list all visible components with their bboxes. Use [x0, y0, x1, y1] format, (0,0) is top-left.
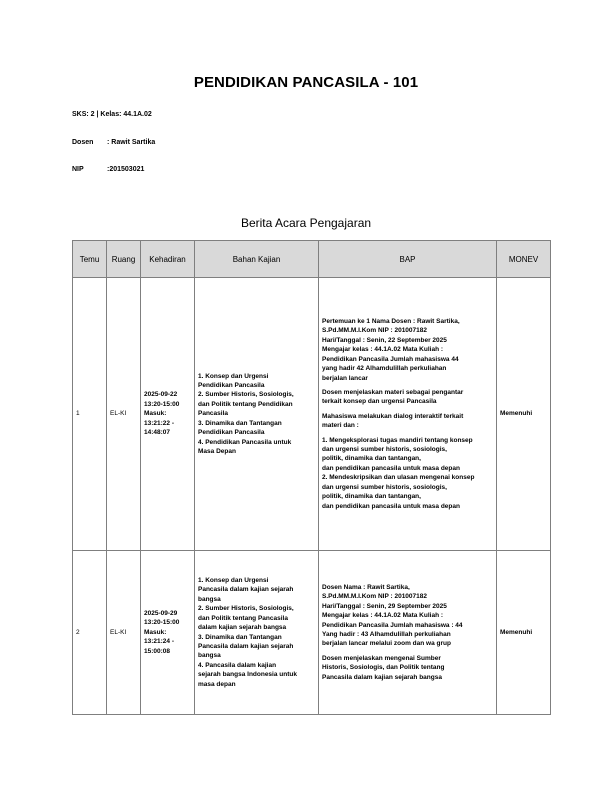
cell-kehadiran: 2025-09-22 13:20-15:00 Masuk: 13:21:22 - 14:48:07 — [141, 278, 195, 551]
bap-paragraph: Dosen Nama : Rawit Sartika, S.Pd.MM.M.I.Kom NIP : 201007182 Hari/Tanggal : Senin, 29 September 2025 Mengajar kelas : 44.1A.02 Mata Kuliah : Pendidikan Pancasila Jumlah mahasiswa : 44 Yang hadir : 43 Alhamdulillah perkuliahan berjalan lancar melalui zoom dan wa grup — [322, 583, 463, 648]
header-monev: MONEV — [497, 241, 551, 278]
bap-paragraph: Dosen menjelaskan mengenai Sumber Historis, Sosiologis, dan Politik tentang Pancasila dalam kajian sejarah bangsa — [322, 654, 445, 681]
header-ruang: Ruang — [107, 241, 141, 278]
cell-monev: Memenuhi — [497, 551, 551, 715]
section-title: Berita Acara Pengajaran — [240, 216, 372, 230]
nip-label: NIP — [72, 166, 84, 173]
dosen-label: Dosen — [72, 139, 94, 146]
sks-kelas-line: SKS: 2 | Kelas: 44.1A.02 — [72, 111, 152, 118]
cell-ruang: EL-KI — [107, 278, 141, 551]
bap-paragraph: Pertemuan ke 1 Nama Dosen : Rawit Sartika, S.Pd.MM.M.I.Kom NIP : 201007182 Hari/Tanggal : Senin, 22 September 2025 Mengajar kelas : 44.1A.02 Mata Kuliah : Pendidikan Pancasila Jumlah mahasiswa 44 yang hadir 42 Alhamdulillah perkuliahan berjalan lancar — [322, 317, 460, 382]
header-bap: BAP — [319, 241, 497, 278]
cell-kehadiran: 2025-09-29 13:20-15:00 Masuk: 13:21:24 - 15:00:08 — [141, 551, 195, 715]
cell-bahan-kajian: 1. Konsep dan Urgensi Pendidikan Pancasila 2. Sumber Historis, Sosiologis, dan Politik tentang Pendidikan Pancasila 3. Dinamika dan Tantangan Pendidikan Pancasila 4. Pendidikan Pancasila untuk Masa Depan — [195, 278, 319, 551]
header-bahan-kajian: Bahan Kajian — [195, 241, 319, 278]
header-temu: Temu — [73, 241, 107, 278]
dosen-value: : Rawit Sartika — [107, 139, 156, 146]
header-kehadiran: Kehadiran — [141, 241, 195, 278]
table-row — [73, 551, 551, 715]
page-title: PENDIDIKAN PANCASILA - 101 — [193, 74, 419, 91]
dosen-line — [72, 139, 155, 146]
cell-temu: 2 — [73, 551, 107, 715]
cell-monev: Memenuhi — [497, 278, 551, 551]
nip-value: :201503021 — [107, 166, 145, 173]
nip-line — [72, 166, 144, 173]
table-header-row — [73, 241, 551, 278]
cell-bap — [319, 278, 497, 551]
cell-bahan-kajian: 1. Konsep dan Urgensi Pancasila dalam kajian sejarah bangsa 2. Sumber Historis, Sosiologis, dan Politik tentang Pancasila dalam kajian sejarah bangsa 3. Dinamika dan Tantangan Pancasila dalam kajian sejarah bangsa 4. Pancasila dalam kajian sejarah bangsa Indonesia untuk masa depan — [195, 551, 319, 715]
bap-table — [72, 240, 551, 715]
bap-paragraph: Dosen menjelaskan materi sebagai pengantar terkait konsep dan urgensi Pancasila — [322, 388, 464, 406]
cell-temu: 1 — [73, 278, 107, 551]
cell-ruang: EL-KI — [107, 551, 141, 715]
table-row — [73, 278, 551, 551]
cell-bap — [319, 551, 497, 715]
bap-paragraph: Mahasiswa melakukan dialog interaktif terkait materi dan : — [322, 412, 464, 430]
bap-paragraph: 1. Mengeksplorasi tugas mandiri tentang konsep dan urgensi sumber historis, sosiologis, politik, dinamika dan tantangan, dan pendidikan pancasila untuk masa depan 2. Mendeskripsikan dan ulasan mengenai konsep dan urgensi sumber historis, sosiologis, politik, dinamika dan tantangan, dan pendidikan pancasila untuk masa depan — [322, 436, 475, 510]
